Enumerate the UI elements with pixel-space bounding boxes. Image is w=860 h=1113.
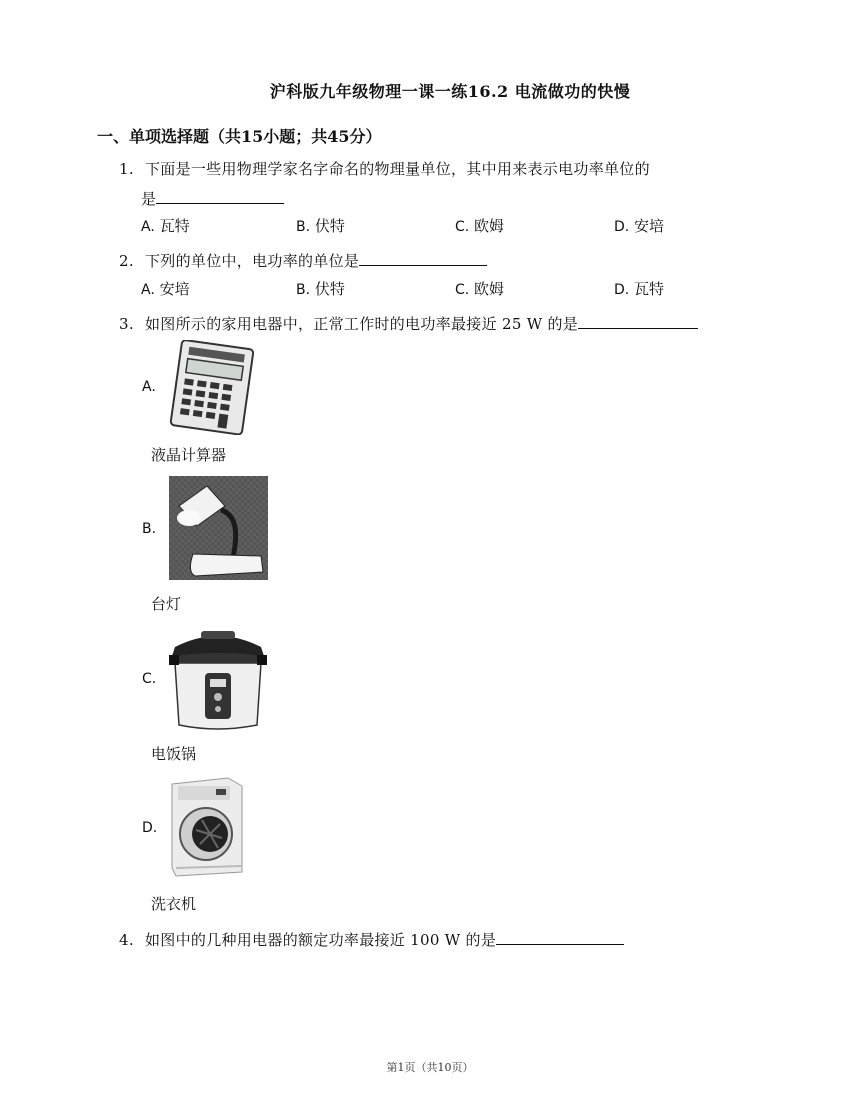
option-text: 伏特 bbox=[314, 217, 345, 235]
question-number: 2. bbox=[119, 252, 134, 270]
question-3 bbox=[119, 312, 698, 334]
option-letter: C. bbox=[455, 219, 470, 235]
option-d-letter[interactable]: D. bbox=[142, 820, 158, 836]
question-number: 4. bbox=[119, 931, 134, 949]
answer-blank[interactable] bbox=[156, 187, 284, 204]
question-1 bbox=[119, 158, 650, 179]
option-b-caption: 台灯 bbox=[151, 595, 182, 613]
option-a-caption: 液晶计算器 bbox=[151, 446, 227, 464]
option-b[interactable] bbox=[296, 278, 345, 299]
answer-blank[interactable] bbox=[578, 312, 698, 329]
calculator-icon bbox=[162, 340, 258, 435]
option-letter: D. bbox=[614, 219, 630, 235]
section-heading: 一、单项选择题（共15小题；共45分） bbox=[97, 127, 382, 146]
question-text: 如图所示的家用电器中，正常工作时的电功率最接近 25 W 的是 bbox=[145, 315, 579, 333]
option-letter: B. bbox=[296, 219, 311, 235]
option-a[interactable] bbox=[141, 278, 190, 299]
question-number: 3. bbox=[119, 315, 134, 333]
question-4 bbox=[119, 928, 624, 950]
option-text: 安培 bbox=[159, 280, 190, 298]
washing-machine-icon bbox=[166, 776, 246, 878]
option-text: 瓦特 bbox=[634, 280, 665, 298]
rice-cooker-icon bbox=[165, 625, 271, 733]
option-c-caption: 电饭锅 bbox=[151, 745, 197, 763]
question-text: 下列的单位中，电功率的单位是 bbox=[145, 252, 360, 270]
option-c-letter[interactable]: C. bbox=[142, 671, 157, 687]
option-letter: C. bbox=[455, 282, 470, 298]
option-d[interactable] bbox=[614, 215, 664, 236]
page-title: 沪科版九年级物理一课一练16.2 电流做功的快慢 bbox=[269, 82, 631, 101]
question-text: 是 bbox=[141, 190, 157, 208]
answer-blank[interactable] bbox=[359, 249, 487, 266]
question-number: 1. bbox=[119, 160, 134, 178]
option-a[interactable] bbox=[141, 215, 190, 236]
question-1-line2 bbox=[141, 187, 284, 209]
option-letter: A. bbox=[141, 219, 155, 235]
page-footer: 第1页（共10页） bbox=[386, 1061, 474, 1074]
option-text: 欧姆 bbox=[474, 280, 505, 298]
option-text: 欧姆 bbox=[474, 217, 505, 235]
option-b-letter[interactable]: B. bbox=[142, 521, 157, 537]
question-2 bbox=[119, 249, 487, 271]
question-text: 下面是一些用物理学家名字命名的物理量单位，其中用来表示电功率单位的 bbox=[145, 160, 650, 178]
option-d-caption: 洗衣机 bbox=[151, 895, 197, 913]
option-text: 瓦特 bbox=[159, 217, 190, 235]
option-a-letter[interactable]: A. bbox=[142, 379, 156, 395]
option-letter: B. bbox=[296, 282, 311, 298]
option-c[interactable] bbox=[455, 278, 504, 299]
question-text: 如图中的几种用电器的额定功率最接近 100 W 的是 bbox=[145, 931, 497, 949]
answer-blank[interactable] bbox=[496, 928, 624, 945]
option-b[interactable] bbox=[296, 215, 345, 236]
option-letter: D. bbox=[614, 282, 630, 298]
option-letter: A. bbox=[141, 282, 155, 298]
option-text: 伏特 bbox=[314, 280, 345, 298]
option-text: 安培 bbox=[634, 217, 665, 235]
option-c[interactable] bbox=[455, 215, 504, 236]
desk-lamp-icon bbox=[169, 476, 268, 580]
option-d[interactable] bbox=[614, 278, 664, 299]
